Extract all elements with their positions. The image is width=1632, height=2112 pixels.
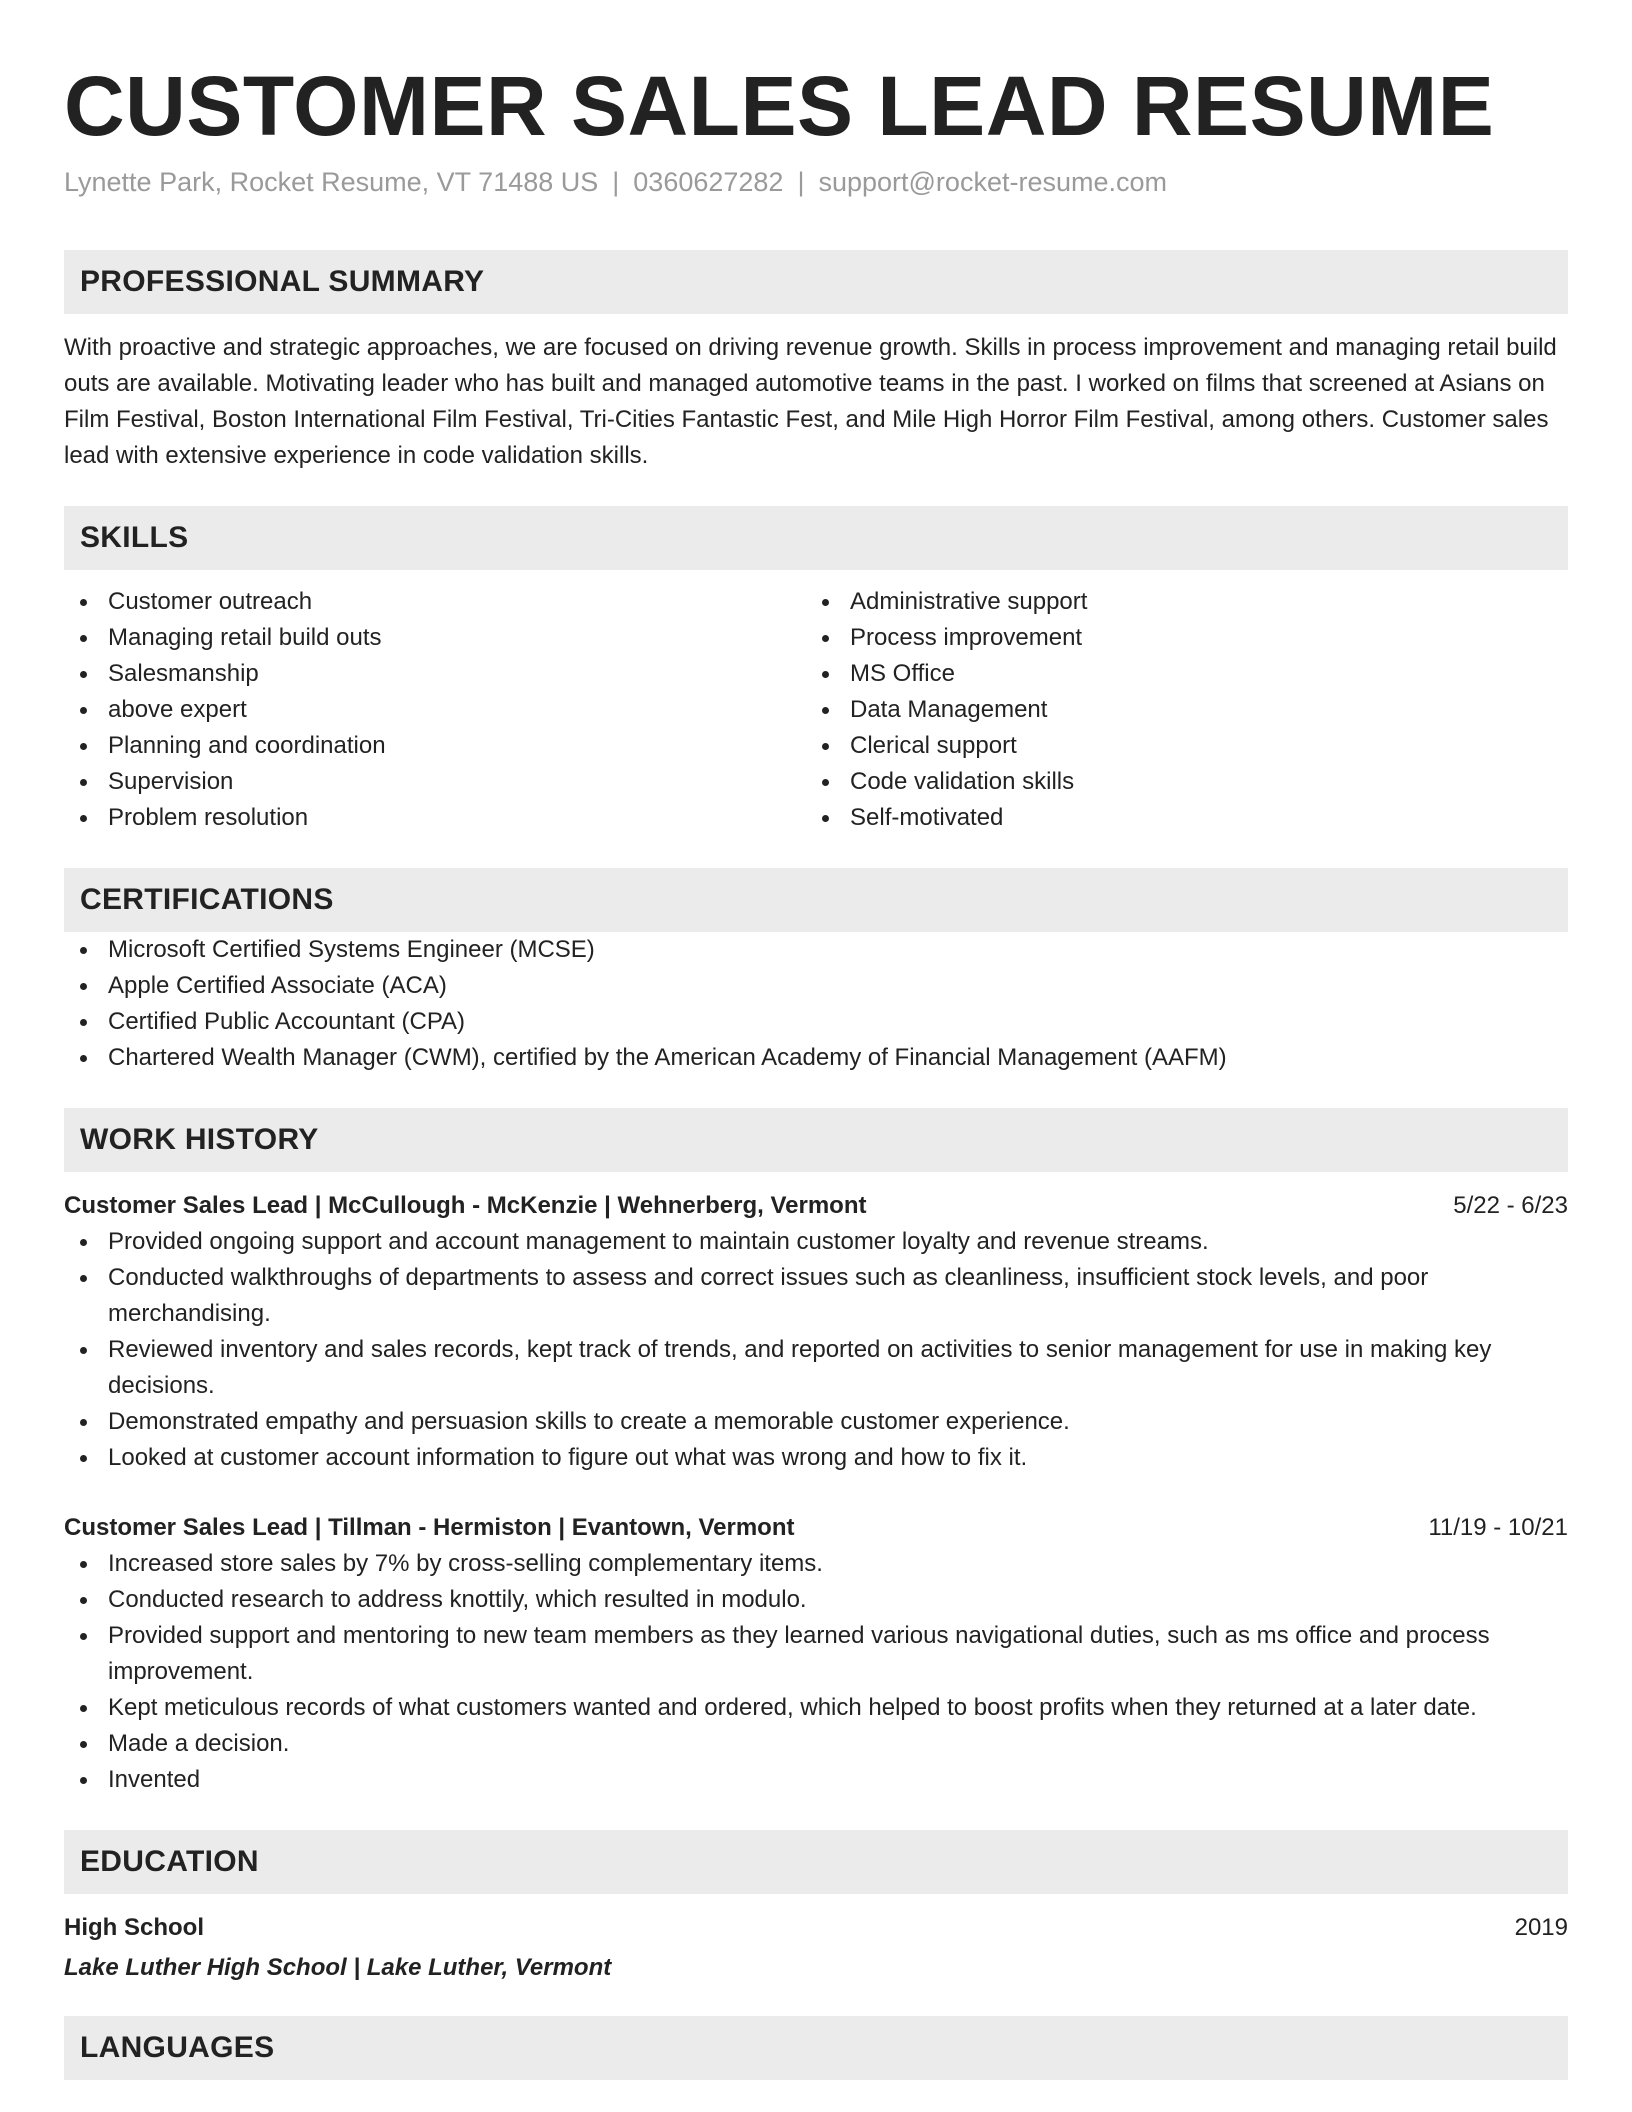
bullet-dot [80, 743, 87, 750]
certification-item [64, 968, 1568, 1004]
section-header-summary: PROFESSIONAL SUMMARY [64, 250, 1568, 314]
certification-item [64, 1040, 1568, 1076]
bullet-dot [822, 779, 829, 786]
education-year: 2019 [1514, 1914, 1568, 1941]
skill-item [64, 692, 806, 728]
skill-item [806, 728, 1548, 764]
contact-line [64, 164, 1568, 200]
bullet-dot [822, 599, 829, 606]
bullet-dot [80, 779, 87, 786]
section-header-languages: LANGUAGES [64, 2016, 1568, 2080]
bullet-dot [80, 635, 87, 642]
section-header-work-history: WORK HISTORY [64, 1108, 1568, 1172]
job-bullet [64, 1404, 1568, 1440]
job-bullet-text: Reviewed inventory and sales records, kept track of trends, and reported on activities to senior management for use in making key decisions. [108, 1336, 1492, 1399]
bullet-dot [80, 1419, 87, 1426]
certifications-list [64, 932, 1568, 1076]
certification-text: Certified Public Accountant (CPA) [108, 1008, 466, 1035]
resume-page [64, 0, 1568, 2080]
bullet-dot [822, 815, 829, 822]
job-bullet-text: Invented [108, 1766, 201, 1793]
job-bullet-text: Provided ongoing support and account management to maintain customer loyalty and revenue streams. [108, 1228, 1209, 1255]
job-entry [64, 1510, 1568, 1798]
section-header-skills: SKILLS [64, 506, 1568, 570]
bullet-dot [80, 671, 87, 678]
skill-item [64, 620, 806, 656]
bullet-dot [80, 707, 87, 714]
skill-item [806, 692, 1548, 728]
education-school: Lake Luther High School | Lake Luther, Vermont [64, 1954, 612, 1981]
bullet-dot [80, 1055, 87, 1062]
skill-text: Data Management [850, 696, 1048, 723]
bullet-dot [80, 1741, 87, 1748]
skill-text: Supervision [108, 768, 234, 795]
contact-email: support@rocket-resume.com [818, 167, 1167, 197]
skill-text: Process improvement [850, 624, 1083, 651]
skill-item [806, 620, 1548, 656]
bullet-dot [80, 1019, 87, 1026]
job-bullet [64, 1690, 1568, 1726]
section-header-certifications: CERTIFICATIONS [64, 868, 1568, 932]
job-entry [64, 1188, 1568, 1476]
skill-item [806, 584, 1548, 620]
job-heading: Customer Sales Lead | Tillman - Hermiston | Evantown, Vermont [64, 1514, 795, 1541]
job-dates: 11/19 - 10/21 [1428, 1514, 1568, 1541]
contact-address: Lynette Park, Rocket Resume, VT 71488 US [64, 167, 599, 197]
education-header [64, 1910, 1568, 1946]
bullet-dot [822, 635, 829, 642]
job-bullet-text: Looked at customer account information to figure out what was wrong and how to fix it. [108, 1444, 1028, 1471]
skill-text: above expert [108, 696, 247, 723]
job-header [64, 1188, 1568, 1224]
skill-text: Salesmanship [108, 660, 259, 687]
skill-item [64, 728, 806, 764]
skills-grid [64, 584, 1568, 836]
job-bullet [64, 1332, 1568, 1404]
bullet-dot [80, 1777, 87, 1784]
resume-title: CUSTOMER SALES LEAD RESUME [64, 59, 1495, 153]
certification-text: Microsoft Certified Systems Engineer (MCSE) [108, 936, 595, 963]
job-heading: Customer Sales Lead | McCullough - McKenzie | Wehnerberg, Vermont [64, 1192, 867, 1219]
job-bullets [64, 1224, 1568, 1476]
skills-column-left [64, 584, 806, 836]
bullet-dot [80, 1705, 87, 1712]
job-bullet [64, 1618, 1568, 1690]
bullet-dot [80, 599, 87, 606]
job-bullet-text: Made a decision. [108, 1730, 290, 1757]
contact-separator: | [797, 167, 805, 197]
bullet-dot [80, 815, 87, 822]
skill-item [64, 800, 806, 836]
bullet-dot [80, 1597, 87, 1604]
skill-text: Administrative support [850, 588, 1088, 615]
job-bullet-text: Increased store sales by 7% by cross-selling complementary items. [108, 1550, 823, 1577]
certification-item [64, 1004, 1568, 1040]
skill-item [806, 800, 1548, 836]
skills-column-right [806, 584, 1548, 836]
contact-separator: | [612, 167, 620, 197]
job-bullet-text: Kept meticulous records of what customers wanted and ordered, which helped to boost profits when they returned at a later date. [108, 1694, 1477, 1721]
skill-item [64, 584, 806, 620]
section-header-education: EDUCATION [64, 1830, 1568, 1894]
job-bullet [64, 1762, 1568, 1798]
bullet-dot [80, 1561, 87, 1568]
skill-text: MS Office [850, 660, 955, 687]
certification-item [64, 932, 1568, 968]
bullet-dot [80, 1633, 87, 1640]
skill-text: Managing retail build outs [108, 624, 382, 651]
job-header [64, 1510, 1568, 1546]
job-bullet-text: Conducted research to address knottily, which resulted in modulo. [108, 1586, 807, 1613]
bullet-dot [80, 1347, 87, 1354]
bullet-dot [822, 671, 829, 678]
job-bullet [64, 1440, 1568, 1476]
bullet-dot [80, 1239, 87, 1246]
job-bullet-text: Demonstrated empathy and persuasion skills to create a memorable customer experience. [108, 1408, 1070, 1435]
bullet-dot [80, 947, 87, 954]
skill-text: Planning and coordination [108, 732, 386, 759]
job-bullet [64, 1260, 1568, 1332]
skill-item [806, 656, 1548, 692]
job-bullet [64, 1224, 1568, 1260]
bullet-dot [80, 1455, 87, 1462]
bullet-dot [822, 707, 829, 714]
skill-text: Self-motivated [850, 804, 1004, 831]
bullet-dot [822, 743, 829, 750]
education-degree: High School [64, 1914, 204, 1941]
contact-phone: 0360627282 [633, 167, 784, 197]
certification-text: Chartered Wealth Manager (CWM), certified by the American Academy of Financial Management (AAFM) [108, 1044, 1227, 1071]
bullet-dot [80, 1275, 87, 1282]
job-bullet [64, 1726, 1568, 1762]
bullet-dot [80, 983, 87, 990]
job-bullet [64, 1546, 1568, 1582]
skill-text: Problem resolution [108, 804, 309, 831]
skill-item [64, 764, 806, 800]
summary-text: With proactive and strategic approaches, we are focused on driving revenue growth. Skills in process improvement and managing retail build outs are available. Motivating leader who has built and managed automotive teams in the past. I worked on films that screened at Asians on Film Festival, Boston International Film Festival, Tri-Cities Fantastic Fest, and Mile High Horror Film Festival, among others. Customer sales lead with extensive experience in code validation skills. [64, 334, 1557, 469]
job-bullet-text: Provided support and mentoring to new team members as they learned various navigational duties, such as ms office and process improvement. [108, 1622, 1490, 1685]
skill-text: Code validation skills [850, 768, 1075, 795]
skill-text: Clerical support [850, 732, 1017, 759]
job-bullet-text: Conducted walkthroughs of departments to assess and correct issues such as cleanliness, insufficient stock levels, and poor merchandising. [108, 1264, 1429, 1327]
skill-item [64, 656, 806, 692]
job-dates: 5/22 - 6/23 [1453, 1192, 1568, 1219]
certification-text: Apple Certified Associate (ACA) [108, 972, 447, 999]
skill-text: Customer outreach [108, 588, 313, 615]
job-bullet [64, 1582, 1568, 1618]
job-bullets [64, 1546, 1568, 1798]
skill-item [806, 764, 1548, 800]
